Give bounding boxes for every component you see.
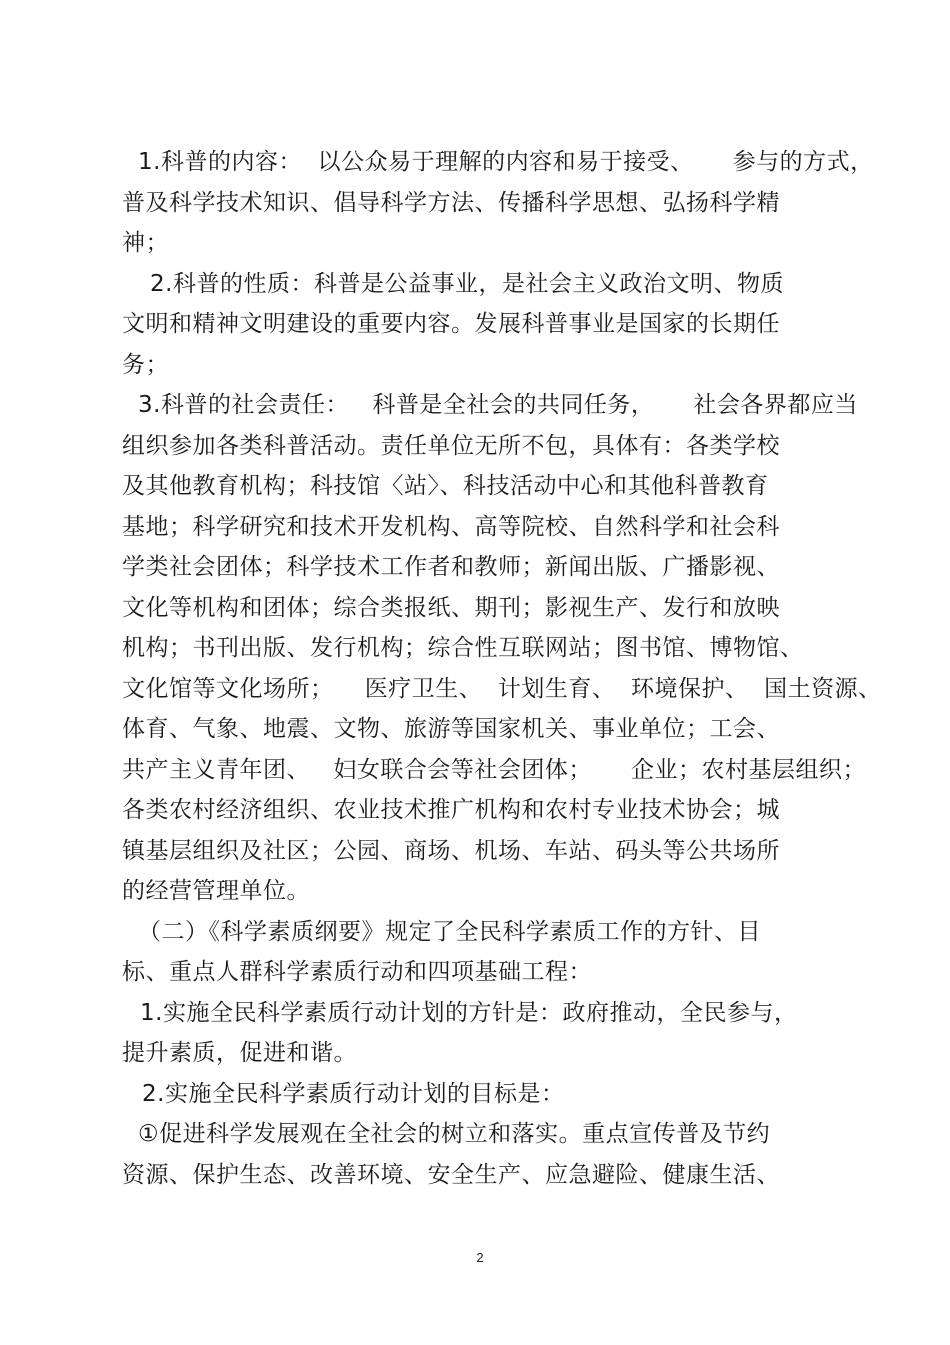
text-line: 镇基层组织及社区；公园、商场、机场、车站、码头等公共场所 xyxy=(122,838,780,864)
text-line: 组织参加各类科普活动。责任单位无所不包，具体有：各类学校 xyxy=(122,433,780,459)
text-line: 普及科学技术知识、倡导科学方法、传播科学思想、弘扬科学精 xyxy=(122,190,780,216)
text-line: 体育、气象、地震、文物、旅游等国家机关、事业单位；工会、 xyxy=(122,716,780,742)
text-line: 机构；书刊出版、发行机构；综合性互联网站；图书馆、博物馆、 xyxy=(122,635,804,661)
text-line: 神； xyxy=(122,230,169,256)
page-number: 2 xyxy=(476,1250,484,1265)
text-line: （二）《科学素质纲要》规定了全民科学素质工作的方针、目 xyxy=(138,919,761,945)
text-line: ①促进科学发展观在全社会的树立和落实。重点宣传普及节约 xyxy=(138,1121,771,1147)
text-line: 各类农村经济组织、农业技术推广机构和农村专业技术协会；城 xyxy=(122,797,780,823)
text-line: 2.实施全民科学素质行动计划的目标是： xyxy=(142,1081,565,1107)
text-line: 文化馆等文化场所； 医疗卫生、 计划生育、 环境保护、 国土资源、 xyxy=(122,676,882,702)
text-line: 文化等机构和团体；综合类报纸、期刊；影视生产、发行和放映 xyxy=(122,595,780,621)
text-line: 学类社会团体；科学技术工作者和教师；新闻出版、广播影视、 xyxy=(122,554,780,580)
text-line: 共产主义青年团、 妇女联合会等社会团体； 企业；农村基层组织； xyxy=(122,757,866,783)
text-line: 3.科普的社会责任： 科普是全社会的共同任务， 社会各界都应当 xyxy=(138,392,858,418)
text-line: 基地；科学研究和技术开发机构、高等院校、自然科学和社会科 xyxy=(122,514,780,540)
text-line: 提升素质，促进和谐。 xyxy=(122,1040,357,1066)
text-line: 及其他教育机构；科技馆〈站〉、科技活动中心和其他科普教育 xyxy=(122,473,769,499)
text-line: 的经营管理单位。 xyxy=(122,878,310,904)
text-line: 2.科普的性质：科普是公益事业，是社会主义政治文明、物质 xyxy=(150,271,784,297)
text-line: 务； xyxy=(122,352,169,378)
text-line: 1.科普的内容： 以公众易于理解的内容和易于接受、 参与的方式， xyxy=(138,149,874,175)
text-line: 文明和精神文明建设的重要内容。发展科普事业是国家的长期任 xyxy=(122,311,780,337)
text-line: 1.实施全民科学素质行动计划的方针是：政府推动，全民参与， xyxy=(140,1000,798,1026)
text-line: 资源、保护生态、改善环境、安全生产、应急避险、健康生活、 xyxy=(122,1162,780,1188)
text-line: 标、重点人群科学素质行动和四项基础工程： xyxy=(122,959,592,985)
